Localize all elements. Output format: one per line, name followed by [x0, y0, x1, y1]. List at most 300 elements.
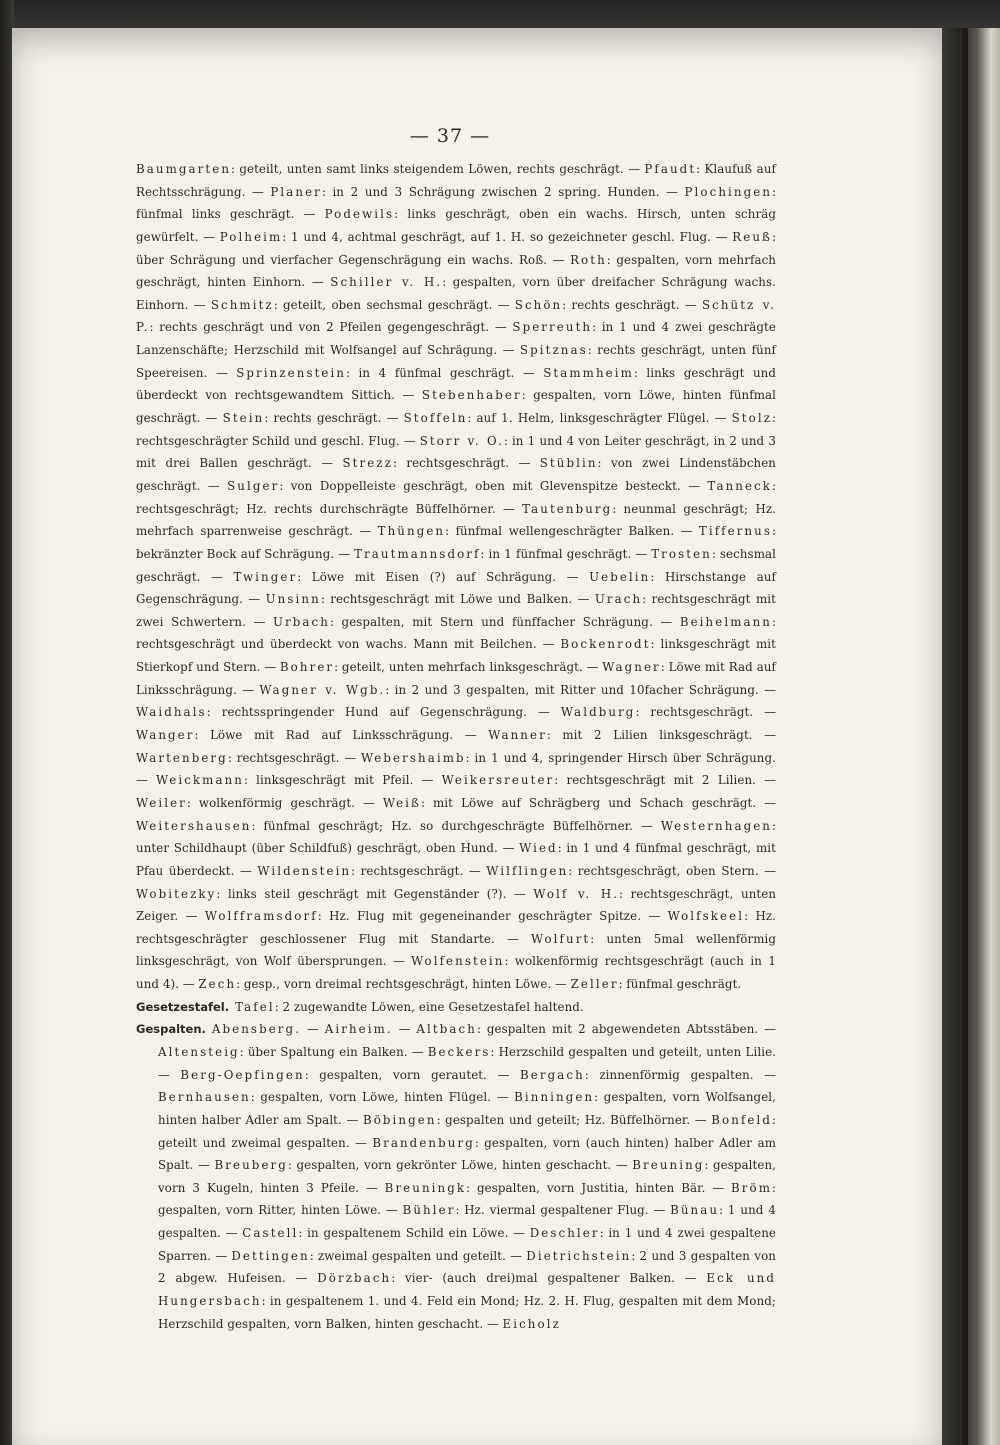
entry-family-name: Dettingen	[231, 1248, 310, 1263]
armorial-entry: Bühler: Hz. viermal gespaltener Flug.	[402, 1203, 649, 1218]
entry-separator: —	[497, 343, 520, 358]
armorial-entry: Westernhagen: unter Schildhaupt (über Schildfuß) geschrägt, oben Hund.	[136, 818, 776, 856]
entry-separator: —	[675, 1271, 707, 1286]
entry-family-name: Beihelmann	[679, 614, 773, 629]
armorial-entry: Schön: rechts geschrägt.	[514, 297, 680, 312]
entry-separator: —	[641, 909, 668, 924]
entry-family-name: Breuberg	[214, 1158, 288, 1173]
entry-blazon: gesp., vorn dreimal rechtsgeschrägt, hinten Löwe.	[243, 977, 552, 992]
armorial-entry: Eck und Hungersbach: in gespaltenem 1. und 4. Feld ein Mond; Hz. 2. H. Flug, gespalten mit dem Mond; Herzschild gespalten, vorn Balken, hinten geschacht.	[158, 1271, 776, 1331]
armorial-entry: Stebenhaber: gespalten, vorn Löwe, hinten fünfmal geschrägt.	[136, 388, 777, 426]
entry-separator: —	[756, 795, 777, 810]
entry-separator: —	[611, 1158, 633, 1173]
entry-family-name: Polheim	[219, 229, 283, 244]
entry-blazon: von zwei Lindenstäbchen geschrägt.	[136, 456, 776, 493]
entry-blazon: unten 5mal wellenförmig linksgeschrägt, von Wolf übersprungen.	[136, 931, 777, 969]
entry-separator: —	[680, 478, 708, 493]
entry-blazon: gespalten, vorn 3 Kugeln, hinten 3 Pfeile.	[158, 1158, 777, 1195]
entry-family-name: Deschler	[529, 1226, 600, 1241]
armorial-entry: Planer: in 2 und 3 Schrägung zwischen 2 spring. Hunden.	[270, 184, 660, 199]
armorial-entry: Schütz v. P.: rechts geschrägt und von 2 Pfeilen gegengeschrägt.	[136, 297, 776, 335]
entry-family-name: Schiller v. H.	[330, 275, 443, 290]
entry-blazon: gespalten, vorn Ritter, hinten Löwe.	[158, 1203, 382, 1218]
armorial-entry: Urach: rechtsgeschrägt mit zwei Schwertern.	[136, 592, 776, 629]
entry-family-name: Sulger	[227, 478, 280, 493]
entry-family-name: Pfaudt	[644, 162, 697, 176]
entry-separator: —	[200, 411, 223, 426]
armorial-entry: Unsinn: rechtsgeschrägt mit Löwe und Balken.	[265, 592, 573, 607]
armorial-entry: Wartenberg: rechtsgeschrägt.	[136, 750, 340, 765]
entry-blazon: rechtsgeschrägt mit Löwe und Balken.	[330, 592, 573, 607]
entry-family-name: Eicholz	[502, 1316, 561, 1331]
entry-separator: —	[463, 863, 487, 878]
entry-family-name: Waidhals	[136, 705, 207, 720]
armorial-entry: Stammheim: links geschrägt und überdeckt von rechtsgewandtem Sittich.	[136, 365, 777, 403]
armorial-entry: Wolf v. H.: rechtsgeschrägt, unten Zeiger.	[136, 886, 777, 924]
armorial-entry: Dettingen: zweimal gespalten und geteilt.	[231, 1248, 506, 1263]
entry-family-name: Wolfenstein	[411, 954, 505, 969]
entry-separator: —	[494, 931, 532, 946]
armorial-entry: Trosten: sechsmal geschrägt.	[136, 546, 776, 584]
entry-separator: —	[392, 1022, 417, 1037]
entry-separator: —	[294, 207, 325, 222]
armorial-entry: Dietrichstein: 2 und 3 gespalten von 2 abgew. Hufeisen.	[158, 1248, 776, 1286]
entry-family-name: Bühler	[402, 1203, 456, 1218]
armorial-entry: Deschler: in 1 und 4 zwei gespaltene Sparren.	[158, 1226, 777, 1263]
entry-blazon: gespalten, vorn mehrfach geschrägt, hinten Einhorn.	[136, 252, 776, 290]
entry-separator: —	[506, 886, 534, 901]
entry-separator: —	[285, 1271, 318, 1286]
armorial-entry: Baumgarten: geteilt, unten samt links steigendem Löwen, rechts geschrägt.	[136, 162, 624, 176]
entry-family-name: Binningen	[514, 1090, 595, 1105]
entry-separator: —	[758, 682, 776, 697]
entry-separator: —	[536, 637, 561, 652]
entry-family-name: Plochingen	[684, 184, 773, 199]
entry-blazon: rechtsgeschrägt.	[360, 863, 464, 878]
armorial-entry: Wobitezky: links steil geschrägt mit Gegenständer (?).	[136, 886, 507, 901]
entry-separator: —	[509, 456, 540, 471]
entry-blazon: bekränzter Bock auf Schrägung.	[136, 546, 335, 561]
armorial-entry: Plochingen: fünfmal links geschrägt.	[136, 184, 777, 222]
entry-family-name: Thüngen	[377, 524, 446, 539]
armorial-entry: Stein: rechts geschrägt.	[222, 411, 382, 426]
entry-family-name: Reuß	[732, 229, 773, 244]
entry-separator: —	[381, 411, 404, 426]
entry-family-name: Beckers	[427, 1044, 491, 1059]
entry-separator: —	[200, 478, 228, 493]
entry-separator: —	[497, 841, 520, 856]
entry-separator: —	[243, 592, 266, 607]
entry-family-name: Wied	[519, 841, 558, 856]
entry-blazon: in 1 und 4 von Leiter geschrägt, in 2 und 3 mit drei Ballen geschrägt.	[136, 433, 776, 471]
armorial-entry: Breuning: gespalten, vorn 3 Kugeln, hinten 3 Pfeile.	[158, 1158, 777, 1195]
armorial-entry: Sperreuth: in 1 und 4 zwei geschrägte Lanzenschäfte; Herzschild mit Wolfsangel auf Schrägung.	[136, 320, 776, 358]
entry-family-name: Breuningk	[384, 1180, 467, 1195]
armorial-entry: Beckers: Herzschild gespalten und geteilt, unten Lilie.	[427, 1044, 777, 1059]
armorial-entry: Tiffernus: bekränzter Bock auf Schrägung.	[136, 524, 776, 561]
entry-separator: —	[623, 162, 645, 176]
entry-blazon: gespalten, vorn gekrönter Löwe, hinten geschacht.	[296, 1158, 612, 1173]
entry-blazon: vier- (auch drei)mal gespaltener Balken.	[405, 1271, 676, 1286]
armorial-entry: Schmitz: geteilt, oben sechsmal geschrägt.	[210, 297, 493, 312]
entry-blazon: rechts geschrägt.	[273, 411, 382, 426]
entry-separator: —	[198, 229, 220, 244]
entry-family-name: Urach	[594, 592, 643, 607]
entry-separator: —	[355, 795, 383, 810]
entry-separator: —	[207, 365, 237, 380]
entry-family-name: Roth	[570, 252, 607, 267]
page-number: — 37 —	[409, 125, 491, 147]
entry-blazon: rechtsgeschrägt.	[650, 705, 754, 720]
entry-blazon: links geschrägt, oben ein wachs. Hirsch, unten schräg gewürfelt.	[136, 207, 776, 244]
armorial-entry: Thüngen: fünfmal wellengeschrägter Balken.	[377, 524, 675, 539]
entry-family-name: Baumgarten	[136, 162, 232, 176]
entry-blazon: rechtsgeschrägt mit 2 Lilien.	[566, 773, 757, 788]
entry-blazon: links geschrägt und überdeckt von rechtsgewandtem Sittich.	[136, 365, 777, 403]
armorial-entry: Altensteig: über Spaltung ein Balken.	[158, 1044, 408, 1059]
armorial-entry: Wildenstein: rechtsgeschrägt.	[257, 863, 464, 878]
entry-separator: —	[753, 1067, 777, 1082]
entry-separator: —	[188, 297, 211, 312]
entry-blazon: fünfmal wellengeschrägter Balken.	[455, 524, 675, 539]
armorial-entry: Uebelin: Hirschstange auf Gegenschrägung.	[136, 569, 777, 607]
entry-family-name: Stoffeln	[403, 411, 468, 426]
entry-blazon: wolkenförmig rechtsgeschrägt (auch in 1 und 4).	[136, 954, 776, 992]
entry-family-name: Zech	[198, 977, 237, 992]
entry-family-name: Sperreuth	[512, 320, 593, 335]
entry-blazon: gespalten, vorn Wolfsangel, hinten halber Adler am Spalt.	[158, 1090, 776, 1127]
entry-separator: —	[705, 1180, 732, 1195]
entry-family-name: Twinger	[233, 569, 298, 584]
entry-family-name: Altbach	[416, 1022, 477, 1037]
entry-family-name: Wanner	[488, 728, 547, 743]
armorial-entry: Webershaimb: in 1 und 4, springender Hirsch über Schrägung.	[361, 750, 776, 765]
entry-family-name: Castell	[242, 1226, 299, 1241]
entry-separator: —	[508, 1226, 530, 1241]
entry-family-name: Eck und Hungersbach	[158, 1271, 776, 1309]
armorial-entry: Trautmannsdorf: in 1 fünfmal geschrägt.	[354, 546, 632, 561]
armorial-entry: Reuß: über Schrägung und vierfacher Gegenschrägung ein wachs. Roß.	[136, 229, 777, 267]
entry-family-name: Weiß	[382, 795, 422, 810]
entry-separator: —	[582, 660, 603, 675]
entry-blazon: unter Schildhaupt (über Schildfuß) geschrägt, oben Hund.	[136, 841, 498, 856]
entry-blazon: rechts geschrägt, unten fünf Speereisen.	[136, 343, 777, 380]
entry-family-name: Wolfurt	[531, 931, 591, 946]
entry-separator: —	[386, 954, 412, 969]
entry-separator: —	[648, 1203, 671, 1218]
armorial-entry: Brandenburg: gespalten, vorn (auch hinten) halber Adler am Spalt.	[158, 1135, 776, 1173]
entry-blazon: Löwe mit Rad auf Linksschrägung.	[136, 660, 776, 697]
armorial-entry: Böbingen: gespalten und geteilt; Hz. Büffelhörner.	[362, 1112, 691, 1127]
entry-separator: —	[453, 728, 489, 743]
entry-blazon: rechtsgeschrägt mit zwei Schwertern.	[136, 592, 776, 629]
entry-blazon: in 1 und 4 zwei geschrägte Lanzenschäfte; Herzschild mit Wolfsangel auf Schrägung.	[136, 320, 776, 358]
entry-family-name: Trautmannsdorf	[354, 546, 481, 561]
entry-blazon: geteilt und zweimal gespalten.	[158, 1135, 350, 1150]
armorial-entry: Wanner: mit 2 Lilien linksgeschrägt.	[488, 728, 753, 743]
entry-blazon: 2 und 3 gespalten von 2 abgew. Hufeisen.	[158, 1248, 776, 1286]
entry-separator: —	[305, 275, 331, 290]
entry-blazon: Hirschstange auf Gegenschrägung.	[136, 569, 777, 607]
entry-blazon: rechts geschrägt und von 2 Pfeilen gegengeschrägt.	[159, 320, 490, 335]
armorial-entry: Wagner v. Wgb.: in 2 und 3 gespalten, mit Ritter und 10facher Schrägung.	[259, 682, 759, 697]
armorial-entry: Stüblin: von zwei Lindenstäbchen geschrägt.	[136, 456, 776, 493]
entry-separator: —	[200, 569, 234, 584]
armorial-entry: Weitershausen: fünfmal geschrägt; Hz. so durchgeschrägte Büffelhörner.	[136, 818, 633, 833]
entry-separator: —	[395, 388, 422, 403]
armorial-entry: Weikersreuter: rechtsgeschrägt mit 2 Lilien.	[441, 773, 757, 788]
entry-blazon: gespalten, vorn Justitia, hinten Bär.	[477, 1180, 706, 1195]
entry-blazon: gespalten, vorn (auch hinten) halber Adler am Spalt.	[158, 1135, 776, 1173]
armorial-entry	[212, 1022, 301, 1036]
entry-separator: —	[236, 682, 260, 697]
armorial-entry: Sprinzenstein: in 4 fünfmal geschrägt.	[236, 365, 515, 380]
armorial-entry: Waidhals: rechtsspringender Hund auf Gegenschrägung.	[136, 705, 528, 720]
entry-separator: —	[709, 411, 732, 426]
entry-family-name: Weikersreuter	[441, 773, 555, 788]
armorial-entry: Pfaudt: Klaufuß auf Rechtsschrägung.	[136, 162, 776, 199]
armorial-entry: Sulger: von Doppelleiste geschrägt, oben mit Glevenspitze besteckt.	[227, 478, 681, 493]
entry-blazon: in 1 fünfmal geschrägt.	[488, 546, 632, 561]
armorial-entry: Twinger: Löwe mit Eisen (?) auf Schrägung.	[233, 569, 557, 584]
entry-blazon: gespalten, vorn Löwe, hinten Flügel.	[260, 1090, 492, 1105]
entry-blazon: linksgeschrägt mit Pfeil.	[256, 773, 414, 788]
section-heading: Gespalten.	[136, 1022, 206, 1037]
entry-family-name: Planer	[270, 184, 322, 199]
entry-family-name: Wildenstein	[257, 863, 352, 878]
entry-separator: —	[572, 592, 595, 607]
armorial-entry: Berg-Oepfingen: gespalten, vorn gerautet.	[180, 1067, 487, 1082]
armorial-entry: Weiler: wolkenförmig geschrägt.	[136, 795, 356, 810]
entry-blazon: gespalten, vorn gerautet.	[319, 1067, 487, 1082]
armorial-entry: Wolfframsdorf: Hz. Flug mit gegeneinander geschrägter Spitze.	[204, 909, 642, 924]
entry-separator: —	[245, 184, 271, 199]
entry-separator: —	[752, 728, 777, 743]
entry-family-name: Altensteig	[158, 1044, 240, 1059]
entry-family-name: Stüblin	[539, 456, 598, 471]
entry-separator: —	[758, 863, 777, 878]
armorial-entry: Polheim: 1 und 4, achtmal geschrägt, auf 1. H. so gezeichneter geschl. Flug.	[219, 229, 712, 244]
entry-separator: —	[659, 184, 685, 199]
entry-separator: —	[492, 297, 515, 312]
entry-separator: —	[211, 1248, 232, 1263]
entry-family-name: Brandenburg	[372, 1135, 475, 1150]
armorial-entry: Zech: gesp., vorn dreimal rechtsgeschrägt, hinten Löwe.	[198, 977, 552, 992]
entry-separator: —	[632, 818, 661, 833]
entry-separator: —	[514, 365, 544, 380]
entry-separator: —	[221, 1226, 243, 1241]
entry-separator: —	[178, 909, 205, 924]
armorial-entry: Bröm: gespalten, vorn Ritter, hinten Löwe.	[158, 1180, 777, 1218]
entry-separator: —	[352, 524, 378, 539]
entry-blazon: in 4 fünfmal geschrägt.	[358, 365, 515, 380]
entry-blazon: Hz. Flug mit gegeneinander geschrägter Spitze.	[329, 909, 642, 924]
entry-separator: —	[483, 1316, 503, 1331]
armorial-entry: Dörzbach: vier- (auch drei)mal gespaltener Balken.	[317, 1271, 676, 1286]
entry-blazon: zinnenförmig gespalten.	[599, 1067, 754, 1082]
entry-separator: —	[690, 1112, 712, 1127]
entry-family-name: Dörzbach	[317, 1271, 392, 1286]
entry-family-name: Urbach	[272, 614, 330, 629]
armorial-entry: Wilflingen: rechtsgeschrägt, oben Stern.	[486, 863, 759, 878]
entry-separator: —	[334, 546, 355, 561]
entry-separator: —	[301, 1022, 325, 1037]
entry-family-name: Tanneck	[707, 478, 773, 493]
entry-blazon: Löwe mit Eisen (?) auf Schrägung.	[311, 569, 557, 584]
entry-blazon: auf 1. Helm, linksgeschrägter Flügel.	[476, 411, 710, 426]
entry-separator: —	[489, 320, 513, 335]
entry-blazon: in gespaltenem 1. und 4. Feld ein Mond; Hz. 2. H. Flug, gespalten mit dem Mond; Herzschild gespalten, vorn Balken, hinten geschacht.	[158, 1294, 776, 1331]
entry-family-name: Schön	[514, 297, 563, 312]
entry-family-name: Bernhausen	[158, 1090, 251, 1105]
entry-family-name: Bonfeld	[711, 1112, 773, 1127]
entry-blazon: Hz. viermal gespaltener Flug.	[464, 1203, 649, 1218]
entry-separator: —	[491, 1090, 515, 1105]
entry-separator: —	[652, 614, 680, 629]
entry-family-name: Airheim.	[324, 1022, 393, 1037]
entry-blazon: geteilt, unten mehrfach linksgeschrägt.	[341, 660, 583, 675]
entry-family-name: Waldburg	[560, 705, 636, 720]
entry-separator: —	[245, 614, 273, 629]
entry-blazon: links steil geschrägt mit Gegenständer (?).	[227, 886, 507, 901]
armorial-entry: Weiß: mit Löwe auf Schrägberg und Schach geschrägt.	[382, 795, 757, 810]
entry-blazon: rechtsgeschrägt, oben Stern.	[577, 863, 759, 878]
entry-separator: —	[758, 1022, 776, 1037]
entry-blazon: rechtsgeschrägt.	[236, 750, 340, 765]
entry-blazon: in 1 und 4, springender Hirsch über Schrägung.	[474, 750, 776, 765]
armorial-entry: Schiller v. H.: gespalten, vorn über dreifacher Schrägung wachs. Einhorn.	[136, 275, 776, 312]
entry-family-name: Stebenhaber	[421, 388, 522, 403]
armorial-entry: Wolfskeel: Hz. rechtsgeschrägter geschlossener Flug mit Standarte.	[136, 909, 777, 946]
entry-family-name: Schmitz	[210, 297, 274, 312]
entry-blazon: mit 2 Lilien linksgeschrägt.	[562, 728, 753, 743]
armorial-entry: Tanneck: rechtsgeschrägt; Hz. rechts durchschrägte Büffelhörner.	[136, 478, 777, 516]
entry-blazon: sechsmal geschrägt.	[136, 546, 776, 584]
entry-separator: —	[359, 1180, 385, 1195]
entry-blazon: über Spaltung ein Balken.	[247, 1044, 408, 1059]
section-block	[136, 1018, 776, 1335]
entry-family-name: Schütz v. P.	[136, 297, 776, 335]
entry-blazon: Herzschild gespalten und geteilt, unten Lilie.	[498, 1044, 777, 1059]
armorial-entry: Altbach: gespalten mit 2 abgewendeten Abtsstäben.	[416, 1022, 759, 1037]
armorial-entry: Strezz: rechtsgeschrägt.	[342, 456, 510, 471]
armorial-entry: Podewils: links geschrägt, oben ein wachs. Hirsch, unten schräg gewürfelt.	[136, 207, 776, 244]
entry-separator: —	[753, 705, 776, 720]
entry-family-name: Tafel	[235, 999, 275, 1014]
entry-family-name: Stolz	[731, 411, 773, 426]
entry-separator: —	[399, 433, 420, 448]
entry-blazon: in gespaltenem Schild ein Löwe.	[307, 1226, 509, 1241]
entry-family-name: Trosten	[651, 546, 712, 561]
armorial-entry: Stolz: rechtsgeschrägter Schild und geschl. Flug.	[136, 411, 776, 448]
entry-family-name: Unsinn	[265, 592, 321, 607]
entry-separator: —	[527, 705, 561, 720]
entry-separator: —	[756, 773, 777, 788]
entry-family-name: Berg-Oepfingen	[180, 1067, 305, 1082]
entry-family-name: Bergach	[519, 1067, 585, 1082]
entry-family-name: Webershaimb	[361, 750, 466, 765]
entry-family-name: Sprinzenstein	[236, 365, 347, 380]
entry-blazon: rechts geschrägt.	[571, 297, 680, 312]
entry-separator: —	[407, 1044, 428, 1059]
entry-family-name: Uebelin	[589, 569, 651, 584]
entry-separator: —	[179, 977, 199, 992]
entry-blazon: fünfmal geschrägt.	[626, 977, 742, 992]
entry-separator: —	[234, 863, 258, 878]
entry-family-name: Zeller	[570, 977, 619, 992]
entry-family-name: Spitznas	[519, 343, 588, 358]
entry-blazon: gespalten mit 2 abgewendeten Abtsstäben.	[486, 1022, 759, 1037]
entry-blazon: rechtsgeschrägt; Hz. rechts durchschrägte Büffelhörner.	[136, 501, 496, 516]
armorial-entry: Bohrer: geteilt, unten mehrfach linksgeschrägt.	[279, 660, 583, 675]
armorial-entry: Wanger: Löwe mit Rad auf Linksschrägung.	[136, 728, 454, 743]
entry-blazon: gespalten, vorn über dreifacher Schrägung wachs. Einhorn.	[136, 275, 776, 312]
entry-separator: —	[506, 1248, 527, 1263]
armorial-entry: Bünau: 1 und 4 gespalten.	[158, 1203, 776, 1241]
armorial-entry: Wolfurt: unten 5mal wellenförmig linksgeschrägt, von Wolf übersprungen.	[136, 931, 777, 969]
entry-separator: —	[556, 569, 590, 584]
entry-blazon: Löwe mit Rad auf Linksschrägung.	[210, 728, 454, 743]
entry-blazon: über Schrägung und vierfacher Gegenschrägung ein wachs. Roß.	[136, 252, 548, 267]
entry-family-name: Weiler	[136, 795, 187, 810]
entry-family-name: Bünau	[670, 1203, 720, 1218]
entry-family-name: Westernhagen	[660, 818, 773, 833]
entry-blazon: gespalten, vorn Löwe, hinten fünfmal geschrägt.	[136, 388, 777, 426]
armorial-entry: Bergach: zinnenförmig gespalten.	[519, 1067, 754, 1082]
entry-blazon: geteilt, unten samt links steigendem Löwen, rechts geschrägt.	[239, 162, 624, 176]
entry-separator: —	[349, 1135, 373, 1150]
armorial-entry: Tafel: 2 zugewandte Löwen, eine Gesetzestafel haltend.	[235, 999, 584, 1014]
entry-family-name: Abensberg.	[211, 1022, 302, 1037]
entry-separator: —	[339, 750, 362, 765]
entry-separator: —	[158, 1067, 181, 1082]
entry-separator: —	[674, 524, 699, 539]
entry-blazon: in 1 und 4 fünfmal geschrägt, mit Pfau überdeckt.	[136, 841, 777, 878]
entry-blazon: wolkenförmig geschrägt.	[198, 795, 356, 810]
entry-blazon: rechtsgeschrägt, unten Zeiger.	[136, 886, 777, 924]
armorial-entry: Bockenrodt: linksgeschrägt mit Stierkopf und Stern.	[136, 637, 777, 675]
section-block	[136, 158, 776, 996]
armorial-entry: Binningen: gespalten, vorn Wolfsangel, hinten halber Adler am Spalt.	[158, 1090, 776, 1127]
entry-family-name: Stein	[222, 411, 265, 426]
armorial-entry: Spitznas: rechts geschrägt, unten fünf Speereisen.	[136, 343, 777, 380]
entry-separator: —	[711, 229, 733, 244]
entry-family-name: Wagner v. Wgb.	[259, 682, 386, 697]
armorial-entry: Urbach: gespalten, mit Stern und fünffacher Schrägung.	[272, 614, 653, 629]
entry-blazon: in 1 und 4 zwei gespaltene Sparren.	[158, 1226, 777, 1263]
book-cover-edge	[942, 28, 1000, 1445]
entry-blazon: gespalten und geteilt; Hz. Büffelhörner.	[445, 1112, 691, 1127]
armorial-entry: Stoffeln: auf 1. Helm, linksgeschrägter Flügel.	[403, 411, 710, 426]
entry-blazon: fünfmal links geschrägt.	[136, 207, 295, 222]
page-text	[136, 158, 776, 1335]
entry-family-name: Storr v. O.	[419, 433, 504, 448]
entry-separator: —	[341, 1112, 363, 1127]
entry-separator: —	[413, 773, 442, 788]
entry-family-name: Wagner	[602, 660, 661, 675]
armorial-entry: Bonfeld: geteilt und zweimal gespalten.	[158, 1112, 776, 1150]
entry-blazon: mit Löwe auf Schrägberg und Schach geschrägt.	[433, 795, 757, 810]
entry-family-name: Tiffernus	[698, 524, 773, 539]
armorial-entry: Bernhausen: gespalten, vorn Löwe, hinten Flügel.	[158, 1090, 492, 1105]
entry-family-name: Wolfframsdorf	[204, 909, 318, 924]
entry-family-name: Strezz	[342, 456, 393, 471]
section-block	[136, 996, 776, 1019]
entry-family-name: Wolfskeel	[667, 909, 745, 924]
entry-family-name: Breuning	[632, 1158, 705, 1173]
entry-blazon: zweimal gespalten und geteilt.	[317, 1248, 506, 1263]
entry-blazon: rechtsgeschrägt und überdeckt von wachs. Mann mit Beilchen.	[136, 637, 537, 652]
